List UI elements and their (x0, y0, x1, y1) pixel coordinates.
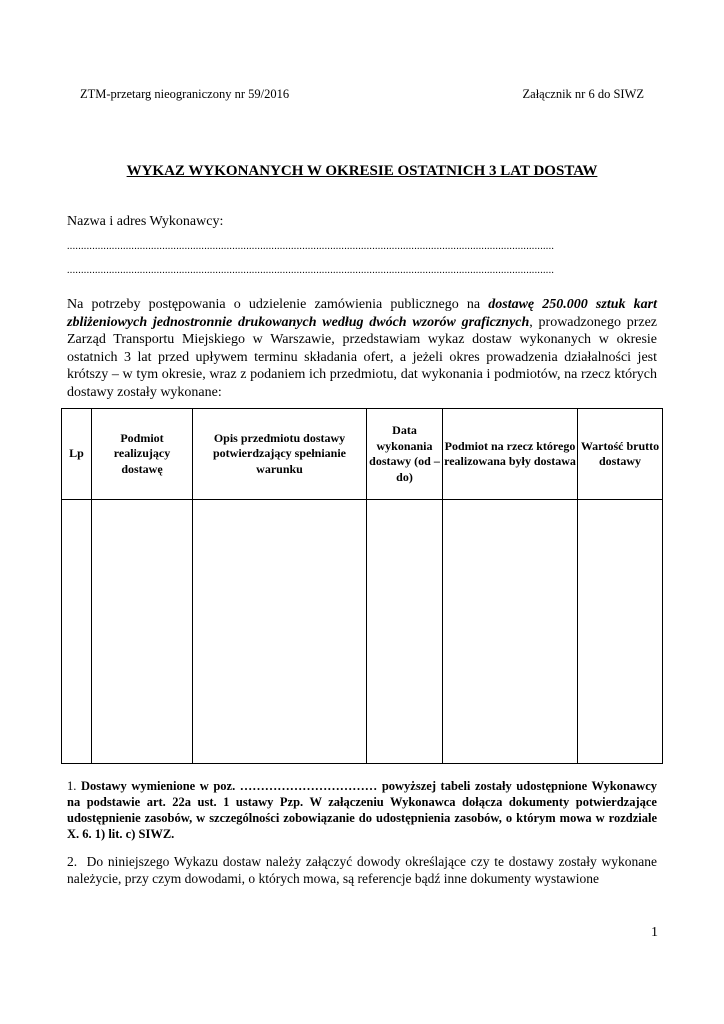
cell-date[interactable] (367, 500, 443, 764)
document-title: WYKAZ WYKONANYCH W OKRESIE OSTATNICH 3 LAT DOSTAW (126, 163, 598, 179)
note-1 (67, 778, 657, 842)
cell-description[interactable] (193, 500, 367, 764)
cell-recipient[interactable] (443, 500, 578, 764)
contractor-line-1[interactable]: .............................................................................................................................................................................. (67, 241, 555, 252)
table-header-row (62, 409, 663, 500)
note-2-number: 2. (67, 854, 78, 869)
intro-paragraph (67, 296, 657, 402)
cell-value[interactable] (578, 500, 663, 764)
column-header-recipient: Podmiot na rzecz którego realizowana były dostawa (443, 409, 578, 500)
column-header-lp: Lp (62, 409, 92, 500)
note-2-text: Do niniejszego Wykazu dostaw należy załączyć dowody określające czy te dostawy zostały wykonane należycie, przy czym dowodami, o których mowa, są referencje bądź inne dokumenty wystawione (67, 854, 658, 886)
cell-performing-entity[interactable] (92, 500, 193, 764)
intro-text-1: Na potrzeby postępowania o udzielenie zamówienia publicznego na (67, 297, 489, 312)
deliveries-table (61, 408, 663, 764)
column-header-value: Wartość brutto dostawy (578, 409, 663, 500)
intro-text-2: , prowadzonego przez Zarząd Transportu Miejskiego w Warszawie, przedstawiam wykaz dostaw wykonanych w okresie ostatnich 3 lat przed upływem terminu składania ofert, a jeżeli okres prowadzenia działalności jest krótszy – w tym okresie, wraz z podaniem ich przedmiotu, dat wykonania i podmiotów, na rzecz których dostawy zostały wykonane: (67, 314, 657, 400)
note-1-text: Dostawy wymienione w poz. …………………………… powyższej tabeli zostały udostępnione Wykonawcy na podstawie art. 22a ust. 1 ustawy Pzp. W załączeniu Wykonawca dołącza dokumenty potwierdzające udostępnienie zasobów, w szczególności zobowiązanie do udostępnienia zasobów, o którym mowa w rozdziale X. 6. 1) lit. c) SIWZ. (67, 779, 658, 841)
header-attachment-label: Załącznik nr 6 do SIWZ (522, 87, 644, 101)
intro-subject: dostawę 250.000 sztuk kart zbliżeniowych jednostronnie drukowanych według dwóch wzorów graficznych (67, 297, 657, 330)
column-header-performing-entity: Podmiot realizujący dostawę (92, 409, 193, 500)
contractor-label: Nazwa i adres Wykonawcy: (67, 214, 224, 229)
header-tender-number: ZTM-przetarg nieograniczony nr 59/2016 (80, 87, 290, 101)
page-number: 1 (651, 925, 658, 940)
note-2 (67, 853, 657, 887)
contractor-line-2[interactable]: .............................................................................................................................................................................. (67, 265, 555, 276)
note-1-number: 1. (67, 779, 77, 793)
column-header-date: Data wykonania dostawy (od – do) (367, 409, 443, 500)
table-row (62, 500, 663, 764)
cell-lp[interactable] (62, 500, 92, 764)
column-header-description: Opis przedmiotu dostawy potwierdzający spełnianie warunku (193, 409, 367, 500)
